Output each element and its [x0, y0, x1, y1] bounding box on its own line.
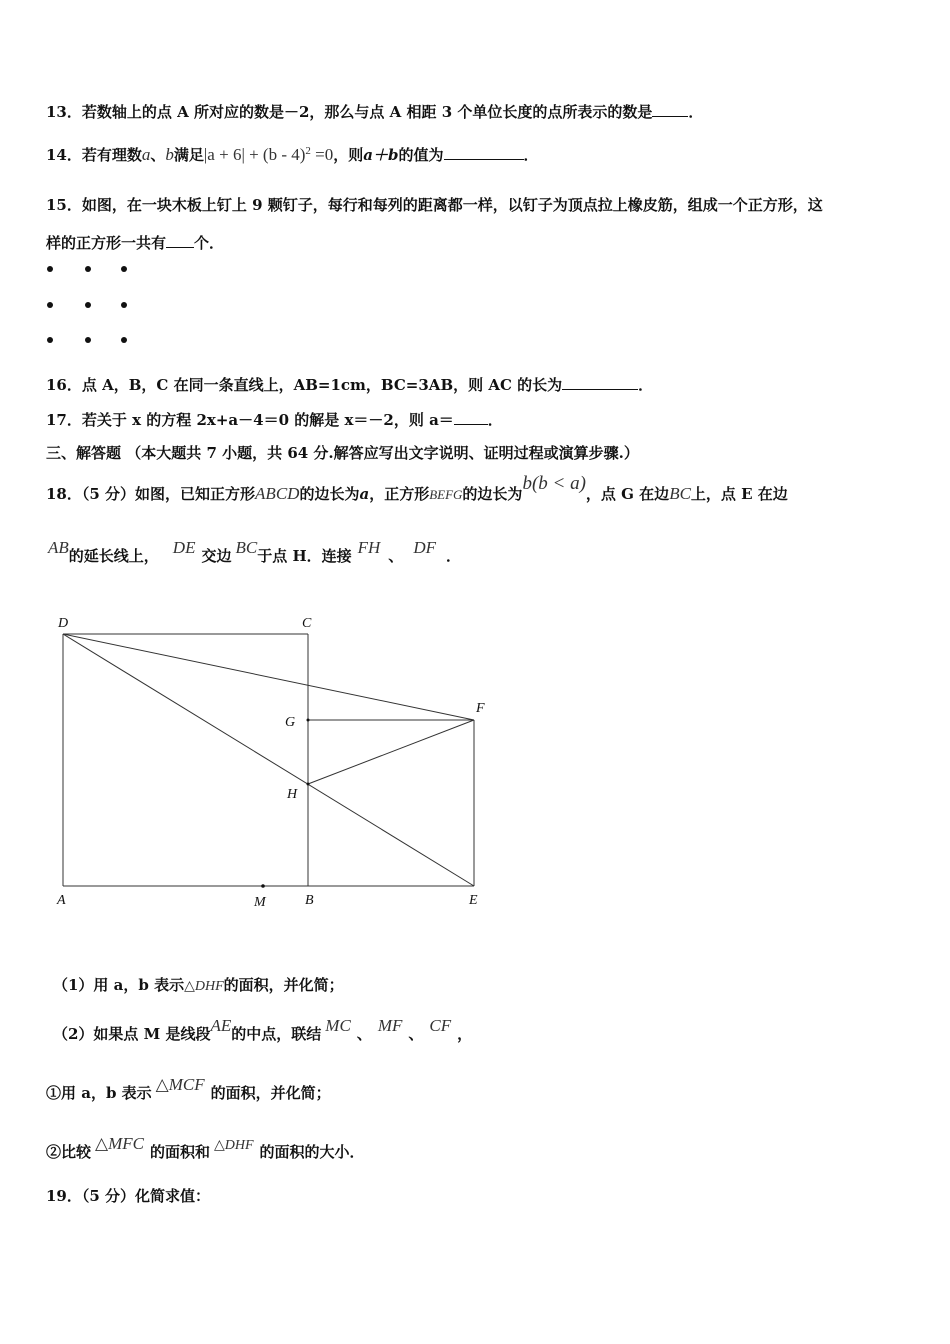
q18-condition: b(b < a)	[522, 473, 586, 494]
label-f: F	[476, 701, 485, 716]
question-13	[46, 104, 703, 120]
question-14	[46, 146, 539, 163]
q18-p1: 18．（5 分）如图，已知正方形	[46, 485, 256, 503]
section-3-heading	[46, 446, 639, 461]
q18-p3: ，正方形	[369, 485, 430, 503]
q18-p4: 的边长为	[462, 485, 523, 503]
q14-var-a: a	[141, 145, 151, 164]
q15-line1: 15．如图，在一块木板上钉上 9 颗钉子，每行和每列的距离都一样，以钉子为顶点拉上橡皮筋，组成一个正方形，这	[46, 196, 823, 214]
q18-sub2-end: ，	[457, 1025, 473, 1043]
nail-dot	[47, 302, 53, 308]
label-d: D	[58, 616, 69, 631]
q18-p11: ．	[445, 547, 461, 565]
q18-abcd: ABCD	[255, 484, 300, 503]
nail-dot	[85, 266, 91, 272]
question-18-sub2	[53, 1016, 473, 1043]
q18-c1-pre: ①用 a，b 表示	[46, 1084, 152, 1102]
q18-sub1-post: 的面积，并化简；	[223, 976, 344, 994]
question-19	[46, 1189, 210, 1204]
q18-mc: MC	[325, 1016, 351, 1035]
segment-de	[63, 634, 474, 886]
nail-dot	[121, 337, 127, 343]
question-18-sub1	[53, 978, 344, 994]
q19-text: 19．（5 分）化简求值：	[46, 1187, 211, 1205]
q13-end: ．	[688, 103, 704, 121]
q13-blank	[652, 104, 688, 117]
q18-a: a	[359, 485, 370, 503]
q15-line2b: 个．	[194, 234, 225, 252]
q18-c1-triangle: △MCF	[155, 1075, 205, 1094]
q18-df: DF	[413, 538, 436, 557]
q18-p2: 的边长为	[299, 485, 360, 503]
q14-pre: 14．若有理数	[46, 146, 142, 164]
nail-dot	[121, 302, 127, 308]
q18-sub2-mid: 的中点，联结	[231, 1025, 322, 1043]
q18-bc2: BC	[235, 538, 258, 557]
label-e: E	[469, 893, 478, 908]
point-g	[307, 719, 310, 722]
q17-blank	[454, 412, 488, 425]
q14-end: ．	[523, 146, 539, 164]
q14-blank	[444, 147, 524, 160]
nail-dot	[47, 337, 53, 343]
q17-end: ．	[487, 411, 503, 429]
q18-fh: FH	[357, 538, 381, 557]
q18-c2-triangle2: △DHF	[214, 1138, 254, 1153]
q18-bc: BC	[669, 484, 691, 503]
q18-sep2: 、	[408, 1025, 424, 1043]
q18-c2-triangle1: △MFC	[95, 1134, 144, 1153]
question-16	[46, 377, 653, 393]
q18-c2-post: 的面积的大小．	[259, 1143, 365, 1161]
label-h: H	[287, 787, 298, 802]
q15-line2a: 样的正方形一共有	[46, 234, 167, 252]
question-18-line1	[46, 473, 788, 503]
q18-befg: BEFG	[429, 487, 463, 502]
nail-dot	[85, 302, 91, 308]
q14-a-plus-b: a＋b	[363, 146, 399, 164]
q17-text: 17．若关于 x 的方程 2x+a－4＝0 的解是 x＝－2，则 a＝	[46, 411, 454, 429]
q14-var-b: b	[165, 145, 174, 164]
q18-cf: CF	[429, 1016, 452, 1035]
q18-c1-post: 的面积，并化简；	[210, 1084, 331, 1102]
q18-p7: 的延长线上，	[68, 547, 159, 565]
geometry-figure	[40, 608, 510, 918]
q18-de: DE	[172, 538, 196, 557]
question-18-part2	[46, 1134, 365, 1161]
q18-sub1-pre: （1）用 a，b 表示	[53, 976, 185, 994]
q16-end: ．	[638, 376, 654, 394]
question-18-line2	[48, 538, 461, 565]
nail-dot	[85, 337, 91, 343]
question-15-line2	[46, 235, 224, 251]
label-g: G	[285, 715, 296, 730]
q16-blank	[562, 377, 638, 390]
q16-text: 16．点 A，B，C 在同一条直线上，AB=1cm，BC=3AB，则 AC 的长为	[46, 376, 563, 394]
q14-equals: =0	[310, 145, 334, 164]
q15-blank	[166, 235, 194, 248]
label-a: A	[57, 893, 66, 908]
q18-p5: ，点 G 在边	[585, 485, 670, 503]
q13-text: 13．若数轴上的点 A 所对应的数是－2，那么与点 A 相距 3 个单位长度的点所表示的数是	[46, 103, 653, 121]
q18-mf: MF	[377, 1016, 403, 1035]
q18-sub2-pre: （2）如果点 M 是线段	[53, 1025, 211, 1043]
nail-dot	[121, 266, 127, 272]
q18-c2-mid: 的面积和	[149, 1143, 210, 1161]
q14-formula: |a + 6| + (b - 4)	[203, 145, 306, 164]
question-17	[46, 412, 503, 428]
q18-c2-pre: ②比较	[46, 1143, 92, 1161]
q18-p6: 上，点 E 在边	[690, 485, 788, 503]
point-h	[307, 783, 310, 786]
q14-exponent: 2	[305, 145, 311, 157]
question-15-line1	[46, 198, 823, 213]
segment-hf	[308, 720, 474, 784]
q18-ab: AB	[48, 538, 69, 557]
label-m: M	[254, 895, 266, 910]
q14-post: ，则	[333, 146, 364, 164]
label-c: C	[302, 616, 312, 631]
q18-p10: 、	[388, 547, 404, 565]
q14-sep: 、	[150, 146, 166, 164]
q14-satisfy: 满足	[173, 146, 204, 164]
segment-df	[63, 634, 474, 720]
q18-sub1-triangle: △DHF	[184, 979, 224, 994]
nail-dot	[47, 266, 53, 272]
q18-p8: 交边	[201, 547, 232, 565]
q18-sep1: 、	[356, 1025, 372, 1043]
point-m	[261, 884, 265, 888]
q14-post2: 的值为	[398, 146, 444, 164]
label-b: B	[305, 893, 314, 908]
section3-text: 三、解答题 （本大题共 7 小题，共 64 分.解答应写出文字说明、证明过程或演算步骤.）	[46, 444, 639, 462]
q18-p9: 于点 H．连接	[257, 547, 352, 565]
question-18-part1	[46, 1075, 331, 1102]
q18-ae: AE	[210, 1016, 232, 1035]
